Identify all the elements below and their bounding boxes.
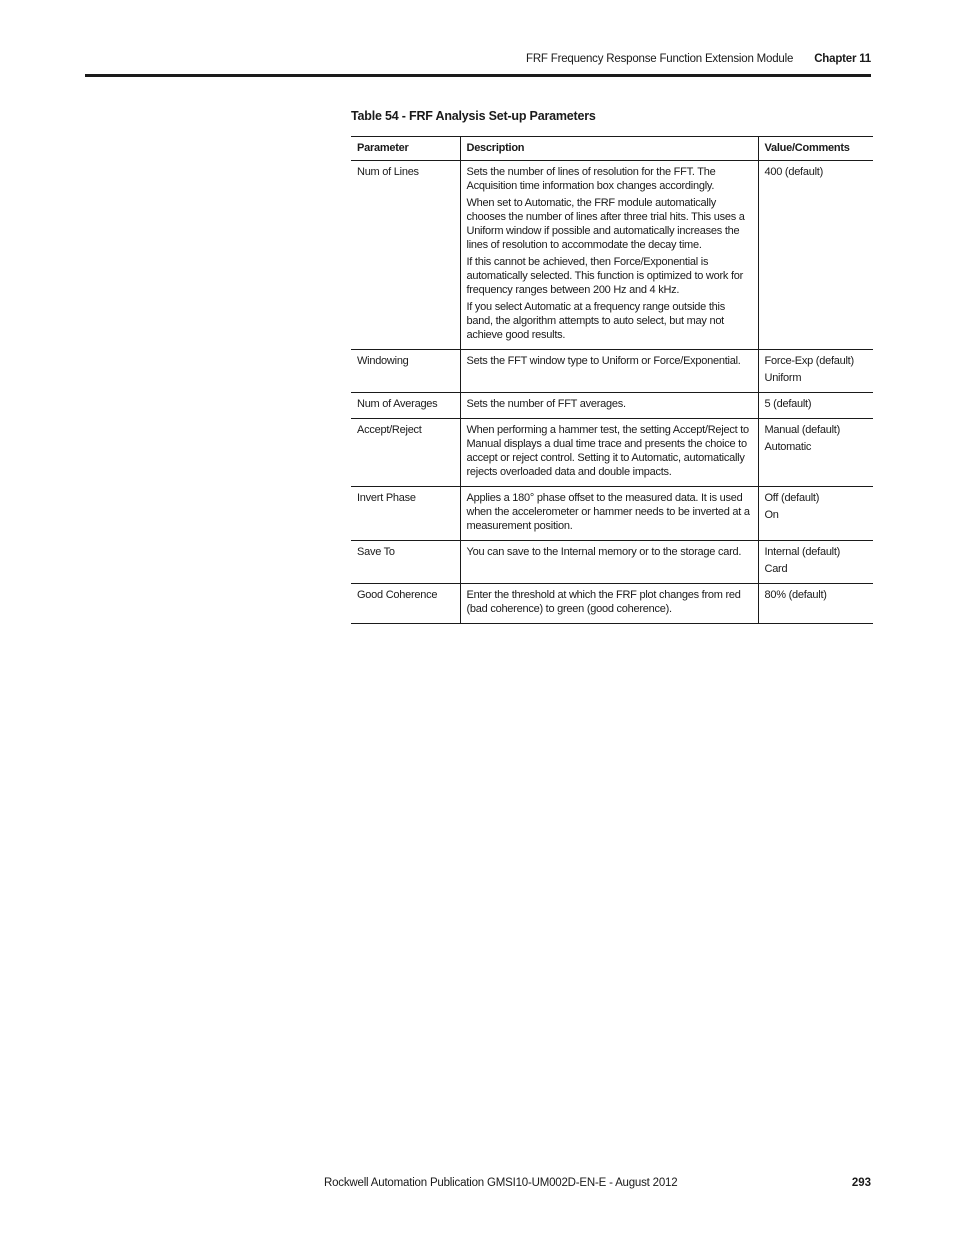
- running-header: [526, 53, 871, 65]
- table-header-row: [351, 137, 873, 161]
- table-row: [351, 584, 873, 624]
- parameter-cell: Save To: [351, 541, 460, 584]
- value-line: Card: [764, 563, 788, 575]
- table-row: [351, 419, 873, 487]
- description-cell: [460, 161, 758, 350]
- description-paragraph: If you select Automatic at a frequency range outside this band, the algorithm attempts to auto select, but may not achieve good results.: [466, 301, 725, 341]
- table-title: Table 54 - FRF Analysis Set-up Parameters: [351, 109, 596, 123]
- footer-publication: Rockwell Automation Publication GMSI10-UM002D-EN-E - August 2012: [324, 1177, 678, 1189]
- column-header-value: Value/Comments: [758, 137, 873, 161]
- description-paragraph: When performing a hammer test, the setting Accept/Reject to Manual displays a dual time trace and presents the choice to accept or reject control. Setting it to Automatic, automatically rejects overloaded data and double impacts.: [466, 424, 749, 478]
- value-line: Off (default): [764, 492, 820, 504]
- description-cell: [460, 350, 758, 393]
- table-row: [351, 393, 873, 419]
- header-rule: [85, 74, 871, 77]
- description-cell: [460, 419, 758, 487]
- value-line: 5 (default): [764, 398, 812, 410]
- parameter-cell: Num of Lines: [351, 161, 460, 350]
- description-paragraph: If this cannot be achieved, then Force/Exponential is automatically selected. This function is optimized to work for frequency ranges between 200 Hz and 4 kHz.: [466, 256, 744, 296]
- header-chapter: Chapter 11: [814, 53, 871, 65]
- value-line: Automatic: [764, 441, 812, 453]
- description-cell: [460, 393, 758, 419]
- description-cell: [460, 584, 758, 624]
- parameter-cell: Num of Averages: [351, 393, 460, 419]
- column-header-parameter: Parameter: [351, 137, 460, 161]
- parameter-cell: Accept/Reject: [351, 419, 460, 487]
- value-cell: [758, 350, 873, 393]
- description-paragraph: Enter the threshold at which the FRF plot changes from red (bad coherence) to green (good coherence).: [466, 589, 741, 615]
- description-paragraph: Applies a 180° phase offset to the measured data. It is used when the accelerometer or hammer needs to be inverted at a measurement position.: [466, 492, 750, 532]
- value-line: Uniform: [764, 372, 802, 384]
- parameter-cell: Invert Phase: [351, 487, 460, 541]
- description-paragraph: Sets the FFT window type to Uniform or Force/Exponential.: [466, 355, 741, 367]
- value-cell: [758, 419, 873, 487]
- value-cell: [758, 541, 873, 584]
- header-section-title: FRF Frequency Response Function Extension Module: [526, 53, 794, 65]
- table-row: [351, 541, 873, 584]
- table-row: [351, 350, 873, 393]
- value-line: 80% (default): [764, 589, 827, 601]
- value-line: Force-Exp (default): [764, 355, 854, 367]
- description-cell: [460, 487, 758, 541]
- value-line: Internal (default): [764, 546, 841, 558]
- description-paragraph: You can save to the Internal memory or to the storage card.: [466, 546, 742, 558]
- value-line: Manual (default): [764, 424, 840, 436]
- page-number: 293: [851, 1177, 871, 1189]
- value-cell: [758, 487, 873, 541]
- frf-parameters-table: [351, 136, 873, 624]
- value-cell: [758, 393, 873, 419]
- value-line: On: [764, 509, 779, 521]
- table-row: [351, 161, 873, 350]
- value-cell: [758, 161, 873, 350]
- parameter-cell: Good Coherence: [351, 584, 460, 624]
- value-cell: [758, 584, 873, 624]
- description-paragraph: Sets the number of FFT averages.: [466, 398, 626, 410]
- description-cell: [460, 541, 758, 584]
- table-row: [351, 487, 873, 541]
- description-paragraph: When set to Automatic, the FRF module automatically chooses the number of lines after three trial hits. This uses a Uniform window if possible and automatically increases the lines of resolution to accommodate the decay time.: [466, 197, 745, 251]
- description-paragraph: Sets the number of lines of resolution for the FFT. The Acquisition time information box changes accordingly.: [466, 166, 716, 192]
- column-header-description: Description: [460, 137, 758, 161]
- parameter-cell: Windowing: [351, 350, 460, 393]
- value-line: 400 (default): [764, 166, 824, 178]
